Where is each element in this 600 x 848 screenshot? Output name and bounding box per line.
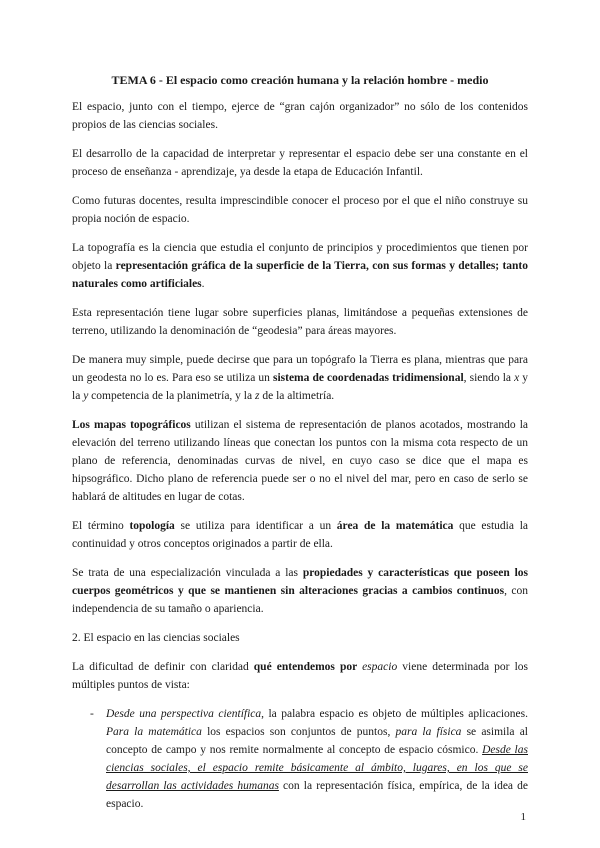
text-run: , siendo la — [463, 372, 515, 384]
bold-text: propiedades y características que poseen los cuerpos geométricos y que se mantienen sin alteraciones gracias a cambios continuos — [72, 567, 528, 597]
page-number: 1 — [520, 811, 526, 823]
underlined-italic-text: Desde las ciencias sociales, el espacio remite básicamente al ámbito, lugares, en los que se desarrollan las actividades humanas — [106, 744, 528, 792]
section-heading: 2. El espacio en las ciencias sociales — [72, 632, 240, 644]
italic-y: y — [83, 390, 89, 402]
text-run: los espacios son conjuntos de puntos, — [201, 726, 396, 738]
text-run: . — [201, 278, 205, 290]
paragraph-coordenadas — [72, 351, 528, 405]
text-run: se asimila al concepto de campo y nos remite normalmente al concepto de espacio cósmico. — [106, 726, 528, 756]
italic-text: Para la matemática — [106, 726, 202, 738]
document-title: TEMA 6 - El espacio como creación humana y la relación hombre - medio — [111, 73, 489, 87]
text-run: La topografía es la ciencia que estudia el conjunto de principios y procedimientos que tienen por objeto la — [72, 242, 528, 272]
bold-text: sistema de coordenadas tridimensional — [272, 372, 464, 384]
text-run: , la palabra espacio es objeto de múltiples aplicaciones. — [261, 708, 528, 720]
text-run: y la — [72, 372, 529, 402]
text-run: que estudia la continuidad y otros conceptos originados a partir de ella. — [72, 520, 529, 550]
list-item — [72, 705, 528, 813]
paragraph-topologia — [72, 517, 528, 553]
text-run: utilizan el sistema de representación de planos acotados, mostrando la elevación del terreno utilizando líneas que conectan los puntos con la misma cota respecto de un plano de referencia, denominadas curvas de nivel, en cuyo caso se dice que el mapa es hipsográfico. Dicho plano de referencia puede ser o no el nivel del mar, pero en caso de serlo se hablará de altitudes en lugar de cotas. — [72, 419, 528, 503]
text-run: , con independencia de su tamaño o apariencia. — [72, 585, 529, 615]
paragraph-5: Esta representación tiene lugar sobre superficies planas, limitándose a pequeñas extensiones de terreno, utilizando la denominación de “geodesia” para áreas mayores. — [72, 307, 528, 337]
text-run: viene determinada por los múltiples puntos de vista: — [72, 661, 528, 691]
text-run: de la altimetría. — [259, 390, 335, 402]
dash-marker: - — [90, 708, 94, 720]
text-run: Se trata de una especialización vinculada a las — [72, 567, 303, 579]
paragraph-3: Como futuras docentes, resulta imprescindible conocer el proceso por el que el niño construye su propia noción de espacio. — [72, 195, 528, 225]
text-run: De manera muy simple, puede decirse que para un topógrafo la Tierra es plana, mientras que para un geodesta no lo es. Para eso se utiliza un — [72, 354, 528, 384]
italic-text: espacio — [362, 661, 398, 673]
bold-text: Los mapas topográficos — [72, 419, 191, 431]
italic-x: x — [514, 372, 520, 384]
text-run: se utiliza para identificar a un — [174, 520, 337, 532]
text-run: La dificultad de definir con claridad — [72, 661, 254, 673]
bold-text: representación gráfica de la superficie de la Tierra, con sus formas y detalles; tanto naturales como artificiales — [72, 260, 528, 290]
bold-text: topología — [129, 520, 175, 532]
bold-text: qué entendemos por — [253, 661, 363, 673]
italic-text: Desde una perspectiva científica — [106, 708, 262, 720]
bold-text: área de la matemática — [336, 520, 454, 532]
text-run: El término — [72, 520, 130, 532]
italic-z: z — [254, 390, 260, 402]
text-run: competencia de la planimetría, y la — [88, 390, 255, 402]
paragraph-mapas — [72, 416, 528, 506]
paragraph-especializacion — [72, 564, 528, 618]
text-run: con la representación física, empírica, de la idea de espacio. — [106, 780, 528, 810]
italic-text: para la física — [395, 726, 462, 738]
paragraph-1: El espacio, junto con el tiempo, ejerce de “gran cajón organizador” no sólo de los contenidos propios de las ciencias sociales. — [72, 101, 528, 131]
paragraph-2: El desarrollo de la capacidad de interpretar y representar el espacio debe ser una constante en el proceso de enseñanza - aprendizaje, ya desde la etapa de Educación Infantil. — [72, 148, 528, 178]
paragraph-topografia — [72, 239, 528, 293]
bullet-list — [72, 705, 528, 813]
paragraph-dificultad — [72, 658, 528, 694]
